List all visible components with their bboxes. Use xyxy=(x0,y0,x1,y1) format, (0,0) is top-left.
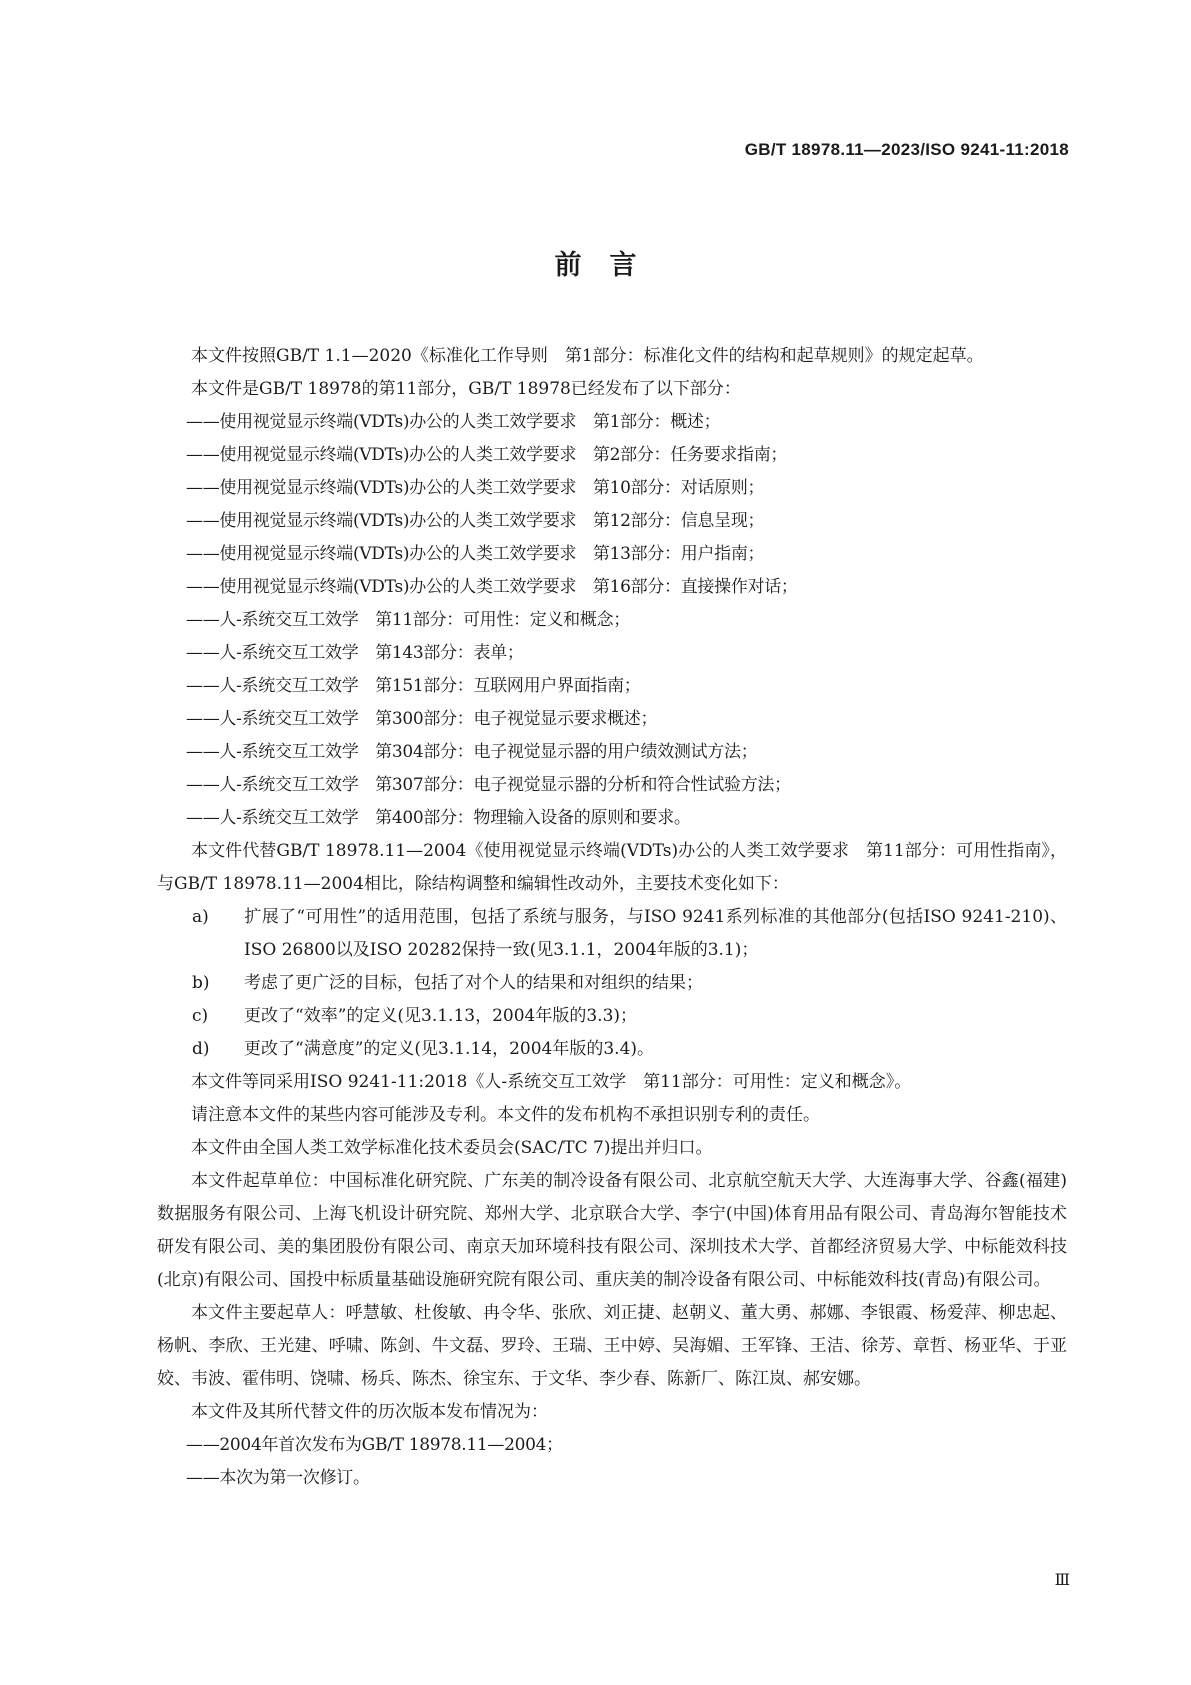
list-item: ——人-系统交互工效学 第304部分：电子视觉显示器的用户绩效测试方法； xyxy=(186,742,758,762)
list-item: ——人-系统交互工效学 第400部分：物理输入设备的原则和要求。 xyxy=(186,808,691,828)
change-text: 扩展了“可用性”的适用范围，包括了系统与服务，与ISO 9241系列标准的其他部分(包括ISO 9241-210)、ISO 26800以及ISO 20282保持一致(见3.1.1，2004年版的3.1)； xyxy=(244,907,1067,960)
change-text: 更改了“效率”的定义(见3.1.13，2004年版的3.3)； xyxy=(244,1006,638,1026)
list-item: ——使用视觉显示终端(VDTs)办公的人类工效学要求 第1部分：概述； xyxy=(186,412,721,432)
adoption-paragraph: 本文件等同采用ISO 9241-11:2018《人-系统交互工效学 第11部分：可用性：定义和概念》。 xyxy=(191,1072,912,1092)
change-marker: b) xyxy=(192,973,210,993)
parts-intro-paragraph: 本文件是GB/T 18978的第11部分，GB/T 18978已经发布了以下部分： xyxy=(191,379,741,399)
change-item xyxy=(157,967,1067,1000)
page-number: Ⅲ xyxy=(1054,1570,1070,1589)
list-item: ——使用视觉显示终端(VDTs)办公的人类工效学要求 第12部分：信息呈现； xyxy=(186,511,765,531)
replacement-paragraph: 本文件代替GB/T 18978.11—2004《使用视觉显示终端(VDTs)办公的人类工效学要求 第11部分：可用性指南》，与GB/T 18978.11—2004相比，除结构调整和编辑性改动外，主要技术变化如下： xyxy=(157,841,1067,894)
list-item: ——2004年首次发布为GB/T 18978.11—2004； xyxy=(186,1435,563,1455)
page-title: 前言 xyxy=(554,250,665,281)
patent-notice-paragraph: 请注意本文件的某些内容可能涉及专利。本文件的发布机构不承担识别专利的责任。 xyxy=(191,1105,820,1125)
list-item: ——本次为第一次修订。 xyxy=(186,1468,370,1488)
change-marker: c) xyxy=(192,1006,209,1026)
change-item xyxy=(157,1033,1067,1066)
drafting-units-paragraph: 本文件起草单位：中国标准化研究院、广东美的制冷设备有限公司、北京航空航天大学、大连海事大学、谷鑫(福建)数据服务有限公司、上海飞机设计研究院、郑州大学、北京联合大学、李宁(中国)体育用品有限公司、青岛海尔智能技术研发有限公司、美的集团股份有限公司、南京天加环境科技有限公司、深圳技术大学、首都经济贸易大学、中标能效科技(北京)有限公司、国投中标质量基础设施研究院有限公司、重庆美的制冷设备有限公司、中标能效科技(青岛)有限公司。 xyxy=(157,1171,1067,1290)
standard-number-header: GB/T 18978.11—2023/ISO 9241-11:2018 xyxy=(744,140,1069,159)
committee-paragraph: 本文件由全国人类工效学标准化技术委员会(SAC/TC 7)提出并归口。 xyxy=(191,1138,713,1158)
foreword-body xyxy=(157,340,1067,1495)
list-item: ——使用视觉显示终端(VDTs)办公的人类工效学要求 第2部分：任务要求指南； xyxy=(186,445,788,465)
drafting-basis-paragraph: 本文件按照GB/T 1.1—2020《标准化工作导则 第1部分：标准化文件的结构和起草规则》的规定起草。 xyxy=(191,346,984,366)
list-item: ——人-系统交互工效学 第143部分：表单； xyxy=(186,643,524,663)
change-item xyxy=(157,1000,1067,1033)
list-item: ——人-系统交互工效学 第300部分：电子视觉显示要求概述； xyxy=(186,709,658,729)
history-intro-paragraph: 本文件及其所代替文件的历次版本发布情况为： xyxy=(191,1402,548,1422)
change-text: 更改了“满意度”的定义(见3.1.14，2004年版的3.4)。 xyxy=(244,1039,655,1059)
list-item: ——使用视觉显示终端(VDTs)办公的人类工效学要求 第10部分：对话原则； xyxy=(186,478,765,498)
list-item: ——使用视觉显示终端(VDTs)办公的人类工效学要求 第16部分：直接操作对话； xyxy=(186,577,798,597)
change-item xyxy=(157,901,1067,967)
change-marker: a) xyxy=(192,907,209,927)
drafters-paragraph: 本文件主要起草人：呼慧敏、杜俊敏、冉令华、张欣、刘正捷、赵朝义、董大勇、郝娜、李银霞、杨爱萍、柳忠起、杨帆、李欣、王光建、呼啸、陈剑、牛文磊、罗玲、王瑞、王中婷、吴海媚、王军锋、王洁、徐芳、章哲、杨亚华、于亚姣、韦波、霍伟明、饶啸、杨兵、陈杰、徐宝东、于文华、李少春、陈新厂、陈江岚、郝安娜。 xyxy=(157,1303,1067,1389)
list-item: ——人-系统交互工效学 第151部分：互联网用户界面指南； xyxy=(186,676,641,696)
change-marker: d) xyxy=(192,1039,210,1059)
list-item: ——人-系统交互工效学 第11部分：可用性：定义和概念； xyxy=(186,610,630,630)
change-text: 考虑了更广泛的目标，包括了对个人的结果和对组织的结果； xyxy=(244,973,703,993)
list-item: ——使用视觉显示终端(VDTs)办公的人类工效学要求 第13部分：用户指南； xyxy=(186,544,765,564)
list-item: ——人-系统交互工效学 第307部分：电子视觉显示器的分析和符合性试验方法； xyxy=(186,775,791,795)
